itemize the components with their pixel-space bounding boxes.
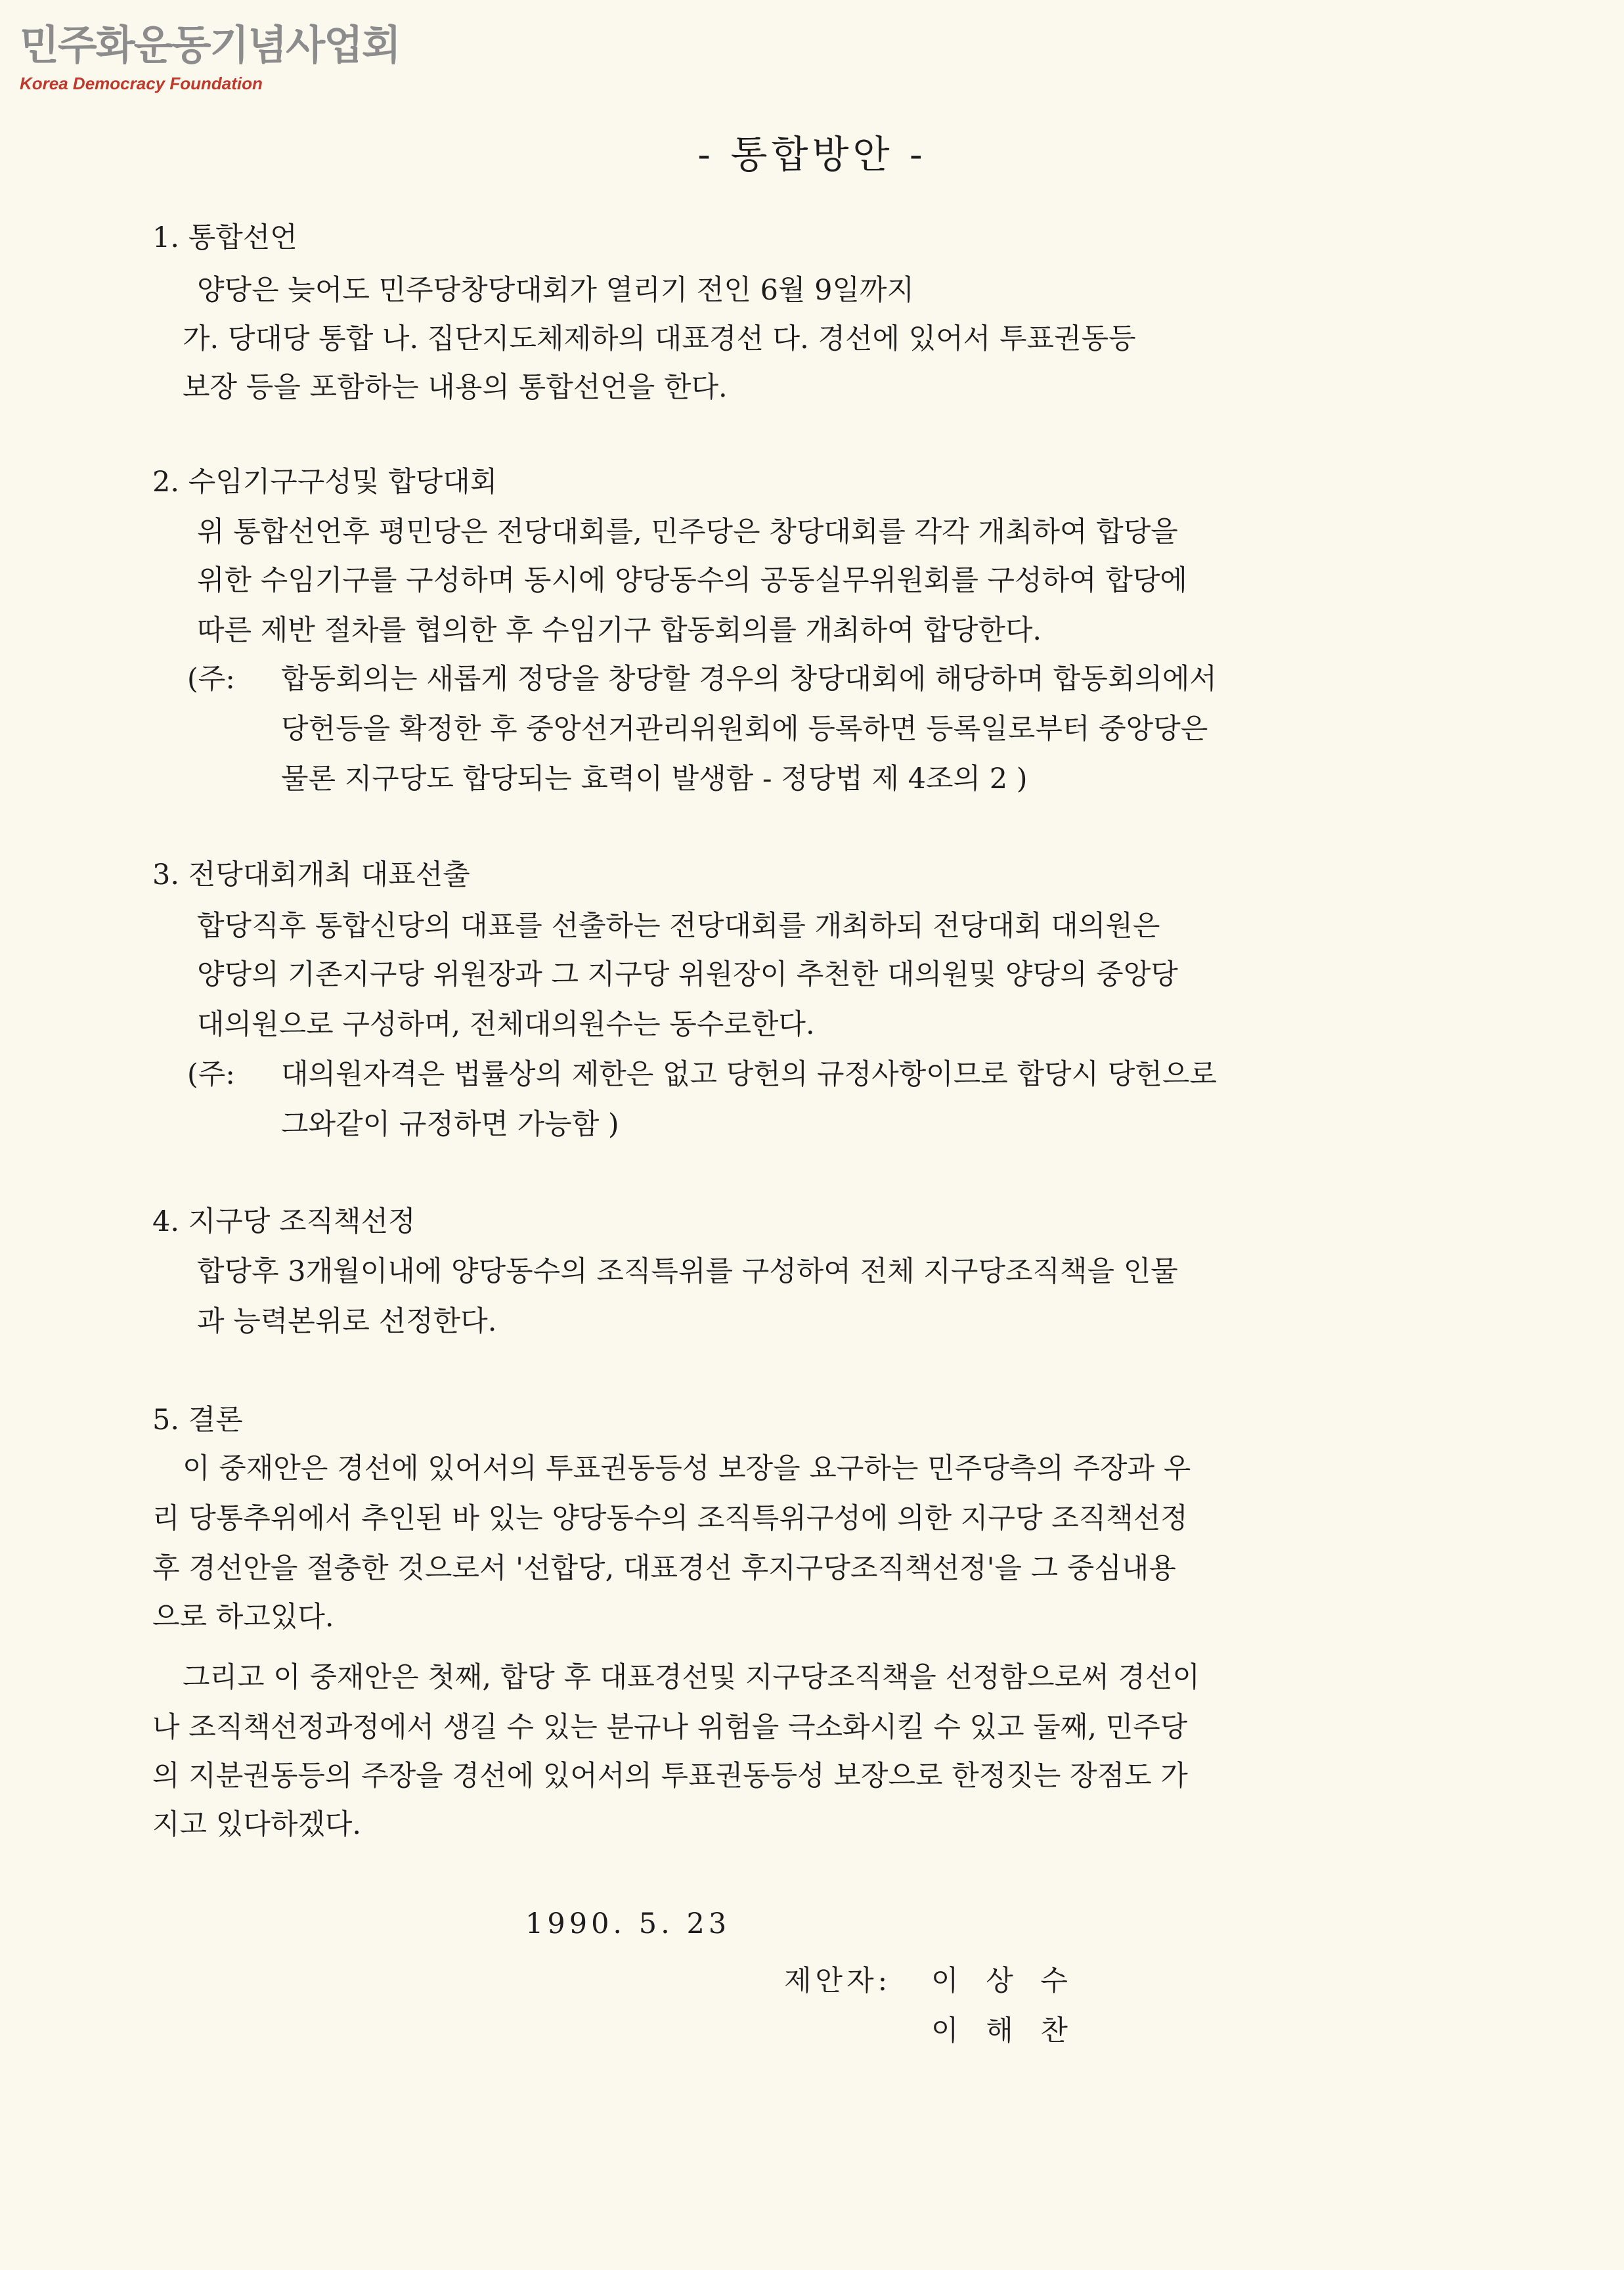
section-2-note-prefix: (주: — [187, 663, 235, 696]
section-2-heading: 2. 수임기구구성및 합당대회 — [152, 466, 498, 499]
section-1-heading: 1. 통합선언 — [152, 221, 297, 254]
proposer-label: 제안자: — [784, 1965, 892, 1997]
section-2-note-line: 합동회의는 새롭게 정당을 창당할 경우의 창당대회에 해당하며 합동회의에서 — [281, 663, 1217, 696]
section-3-note-prefix: (주: — [187, 1058, 235, 1091]
section-3-note-line: 그와같이 규정하면 가능함 ) — [281, 1108, 619, 1141]
section-5-line: 리 당통추위에서 추인된 바 있는 양당동수의 조직특위구성에 의한 지구당 조직책선정 — [152, 1502, 1188, 1535]
section-3-heading: 3. 전당대회개최 대표선출 — [152, 858, 470, 891]
section-3-line: 합당직후 통합신당의 대표를 선출하는 전당대회를 개최하되 전당대회 대의원은 — [197, 910, 1160, 943]
section-5-line: 이 중재안은 경선에 있어서의 투표권동등성 보장을 요구하는 민주당측의 주장과 우 — [183, 1452, 1191, 1485]
section-1-line: 양당은 늦어도 민주당창당대회가 열리기 전인 6월 9일까지 — [197, 274, 915, 307]
watermark-korean: 민주화운동기념사업회 — [20, 21, 400, 69]
section-2-line: 위한 수임기구를 구성하며 동시에 양당동수의 공동실무위원회를 구성하여 합당에 — [197, 564, 1187, 597]
section-5-line: 지고 있다하겠다. — [152, 1808, 362, 1841]
section-4-line: 합당후 3개월이내에 양당동수의 조직특위를 구성하여 전체 지구당조직책을 인물 — [197, 1255, 1178, 1288]
section-1-line: 가. 당대당 통합 나. 집단지도체제하의 대표경선 다. 경선에 있어서 투표권동등 — [183, 323, 1136, 355]
document-date: 1990. 5. 23 — [525, 1907, 731, 1940]
watermark-logo — [20, 21, 400, 94]
section-5-heading: 5. 결론 — [152, 1404, 243, 1436]
section-3-note-line: 대의원자격은 법률상의 제한은 없고 당헌의 규정사항이므로 합당시 당헌으로 — [281, 1058, 1217, 1091]
section-2-line: 따른 제반 절차를 협의한 후 수임기구 합동회의를 개최하여 합당한다. — [197, 614, 1042, 647]
section-5-line: 으로 하고있다. — [152, 1601, 334, 1634]
section-5-line: 후 경선안을 절충한 것으로서 '선합당, 대표경선 후지구당조직책선정'을 그 중심내용 — [152, 1552, 1176, 1585]
section-5-line: 나 조직책선정과정에서 생길 수 있는 분규나 위험을 극소화시킬 수 있고 둘째, 민주당 — [152, 1711, 1188, 1744]
section-4-heading: 4. 지구당 조직책선정 — [152, 1205, 416, 1238]
section-2-line: 위 통합선언후 평민당은 전당대회를, 민주당은 창당대회를 각각 개최하여 합당을 — [197, 516, 1178, 548]
section-5-line: 의 지분권동등의 주장을 경선에 있어서의 투표권동등성 보장으로 한정짓는 장점도 가 — [152, 1760, 1188, 1792]
section-5-line: 그리고 이 중재안은 첫째, 합당 후 대표경선및 지구당조직책을 선정함으로써 경선이 — [183, 1661, 1200, 1694]
watermark-english: Korea Democracy Foundation — [20, 74, 263, 93]
section-2-note-line: 물론 지구당도 합당되는 효력이 발생함 - 정당법 제 4조의 2 ) — [281, 763, 1028, 795]
proposer-name: 이 해 찬 — [931, 2014, 1077, 2047]
section-4-line: 과 능력본위로 선정한다. — [197, 1305, 497, 1338]
document-title: - 통합방안 - — [697, 132, 927, 177]
section-1-line: 보장 등을 포함하는 내용의 통합선언을 한다. — [183, 371, 728, 404]
proposer-name: 이 상 수 — [931, 1965, 1077, 1997]
section-2-note-line: 당헌등을 확정한 후 중앙선거관리위원회에 등록하면 등록일로부터 중앙당은 — [281, 713, 1208, 746]
section-3-line: 양당의 기존지구당 위원장과 그 지구당 위원장이 추천한 대의원및 양당의 중앙당 — [197, 958, 1178, 991]
section-3-line: 대의원으로 구성하며, 전체대의원수는 동수로한다. — [197, 1008, 815, 1041]
